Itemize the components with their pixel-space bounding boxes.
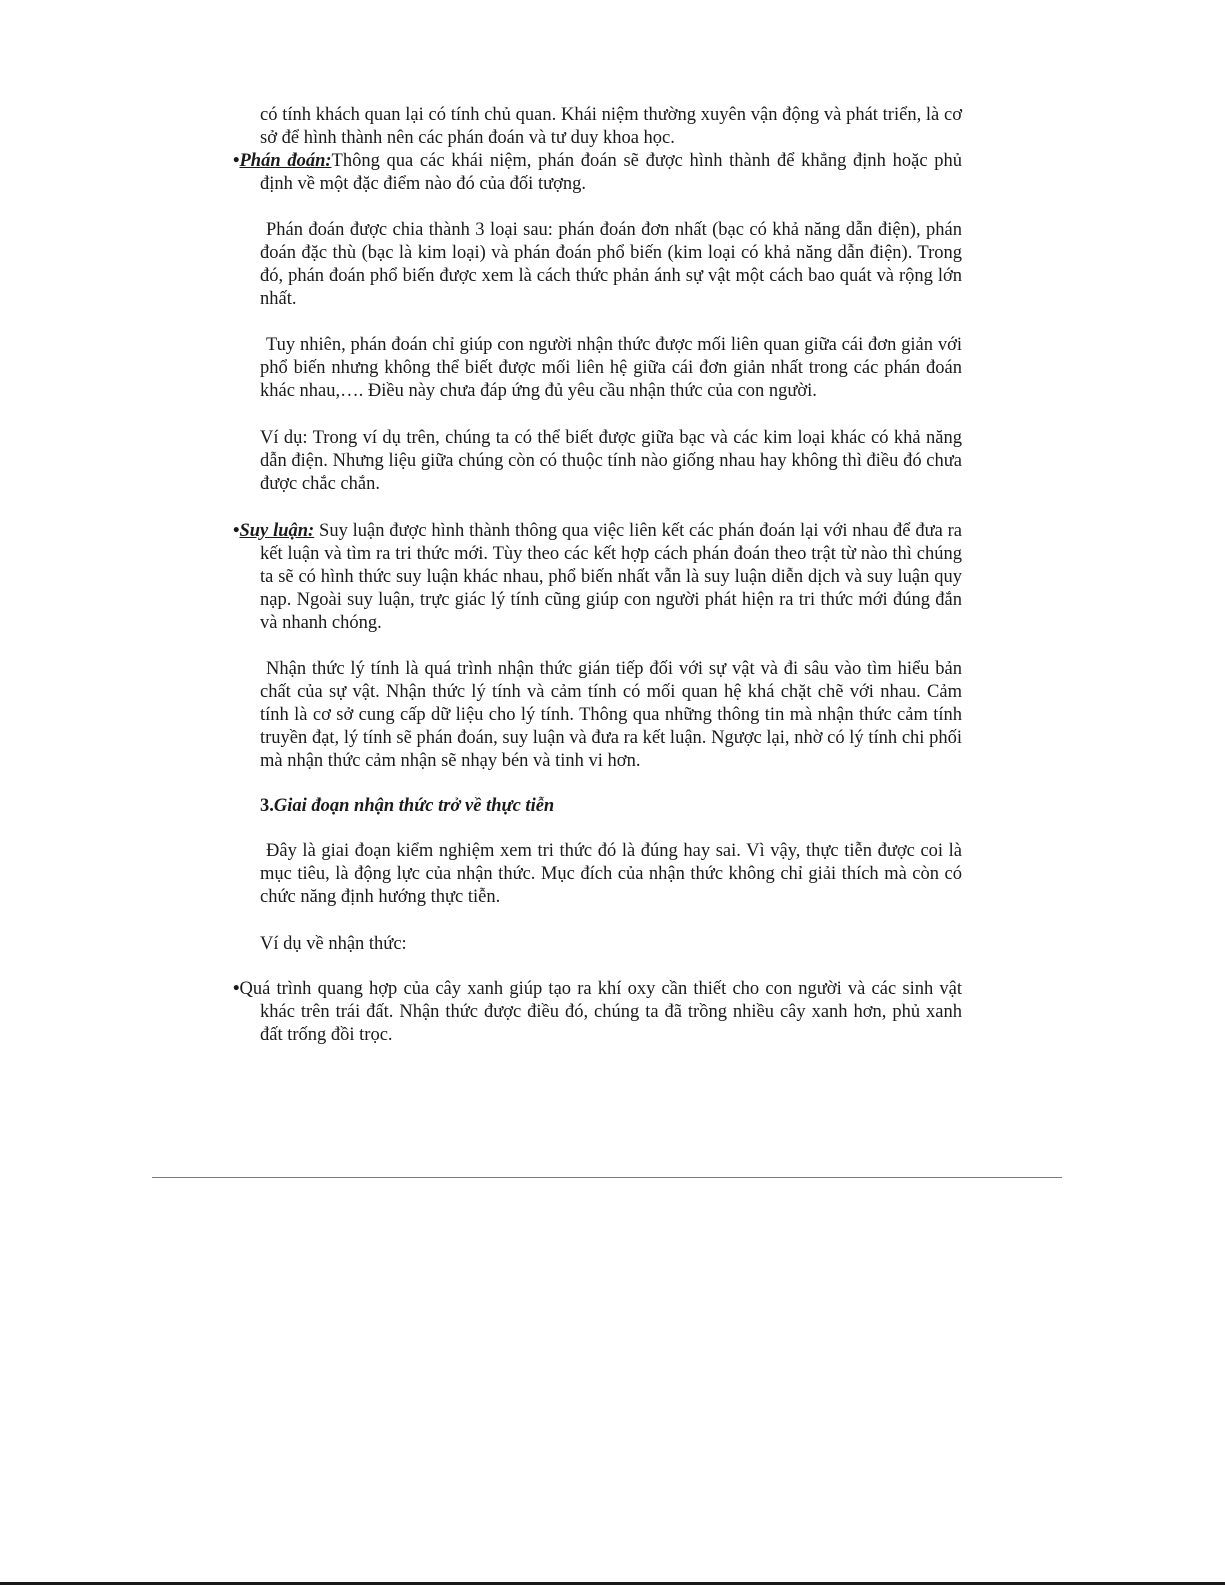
bullet-text: Suy luận được hình thành thông qua việc liên kết các phán đoán lại với nhau để đưa ra kết luận và tìm ra tri thức mới. Tùy theo các kết hợp cách phán đoán theo trật từ nào thì chúng ta sẽ có hình thức suy luận khác nhau, phổ biến nhất vẫn là suy luận diễn dịch và suy luận quy nạp. Ngoài suy luận, trực giác lý tính cũng giúp con người phát hiện ra tri thức mới đúng đắn và nhanh chóng. xyxy=(260,521,962,633)
phan-doan-bullet xyxy=(233,150,962,196)
paragraph-text: Ví dụ về nhận thức: xyxy=(260,934,407,954)
section-heading xyxy=(260,795,962,818)
paragraph-text: Đây là giai đoạn kiểm nghiệm xem tri thức đó là đúng hay sai. Vì vậy, thực tiễn được coi là mục tiêu, là động lực của nhận thức. Mục đích của nhận thức không chỉ giải thích mà còn có chức năng định hướng thực tiễn. xyxy=(260,841,962,907)
thuc-tien-paragraph xyxy=(260,840,962,909)
bullet-lead: Phán đoán: xyxy=(239,151,332,171)
ly-tinh-summary-paragraph xyxy=(260,658,962,773)
document-body xyxy=(233,104,962,1047)
example-bullet xyxy=(233,978,962,1047)
suy-luan-bullet xyxy=(233,520,962,635)
example-paragraph xyxy=(260,427,962,496)
khai-niem-continuation xyxy=(260,104,962,150)
bullet-icon: • xyxy=(233,979,240,999)
paragraph-text: Phán đoán được chia thành 3 loại sau: phán đoán đơn nhất (bạc có khả năng dẫn điện), phán đoán đặc thù (bạc là kim loại) và phán đoán phổ biến (kim loại có khả năng dẫn điện). Trong đó, phán đoán phổ biến được xem là cách thức phản ánh sự vật một cách bao quát và rộng lớn nhất. xyxy=(260,220,962,309)
bullet-icon: • xyxy=(233,151,240,171)
paragraph-text: Ví dụ: Trong ví dụ trên, chúng ta có thể biết được giữa bạc và các kim loại khác có khả năng dẫn điện. Nhưng liệu giữa chúng còn có thuộc tính nào giống nhau hay không thì điều đó chưa được chắc chắn. xyxy=(260,428,962,494)
bullet-icon: • xyxy=(233,521,240,541)
paragraph-text: Nhận thức lý tính là quá trình nhận thức gián tiếp đối với sự vật và đi sâu vào tìm hiểu bản chất của sự vật. Nhận thức lý tính và cảm tính có mối quan hệ khá chặt chẽ với nhau. Cảm tính là cơ sở cung cấp dữ liệu cho lý tính. Thông qua những thông tin mà nhận thức cảm tính truyền đạt, lý tính sẽ phán đoán, suy luận và đưa ra kết luận. Ngược lại, nhờ có lý tính chi phối mà nhận thức cảm nhận sẽ nhạy bén và tinh vi hơn. xyxy=(260,659,962,771)
bullet-text: Quá trình quang hợp của cây xanh giúp tạo ra khí oxy cần thiết cho con người và các sinh vật khác trên trái đất. Nhận thức được điều đó, chúng ta đã trồng nhiều cây xanh hơn, phủ xanh đất trống đồi trọc. xyxy=(239,979,962,1045)
phan-doan-limit-paragraph xyxy=(260,334,962,403)
example-label xyxy=(260,933,962,956)
heading-number: 3. xyxy=(260,796,274,816)
paragraph-text: Tuy nhiên, phán đoán chỉ giúp con người nhận thức được mối liên quan giữa cái đơn giản với phổ biến nhưng không thể biết được mối liên hệ giữa cái đơn giản nhất trong các phán đoán khác nhau,…. Điều này chưa đáp ứng đủ yêu cầu nhận thức của con người. xyxy=(260,335,962,401)
bullet-text: Thông qua các khái niệm, phán đoán sẽ được hình thành để khẳng định hoặc phủ định về một đặc điểm nào đó của đối tượng. xyxy=(260,151,962,194)
phan-doan-types-paragraph xyxy=(260,219,962,311)
paragraph-text: có tính khách quan lại có tính chủ quan. Khái niệm thường xuyên vận động và phát triển, là cơ sở để hình thành nên các phán đoán và tư duy khoa học. xyxy=(260,105,962,148)
heading-title: Giai đoạn nhận thức trở về thực tiễn xyxy=(273,796,555,816)
page-divider xyxy=(152,1177,1062,1178)
bullet-lead: Suy luận: xyxy=(239,521,315,541)
